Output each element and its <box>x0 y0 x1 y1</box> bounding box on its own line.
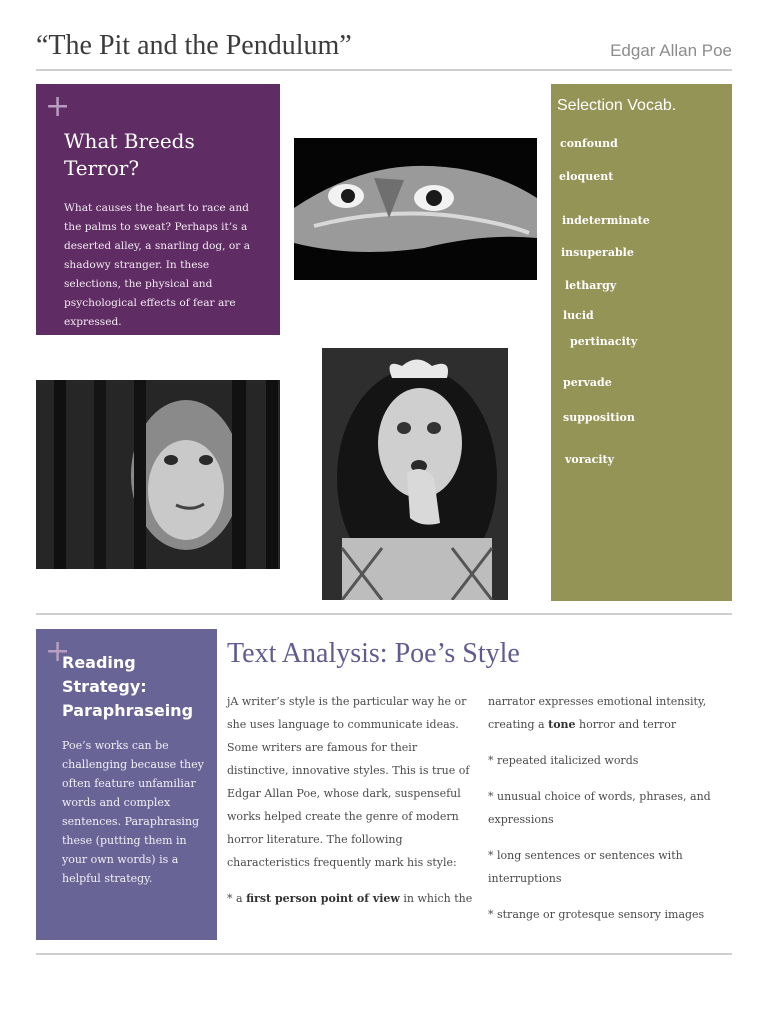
vocab-word: pervade <box>563 376 612 389</box>
plus-icon: + <box>45 634 71 669</box>
analysis-column-right <box>488 690 738 939</box>
vocab-word: supposition <box>563 411 635 424</box>
vocab-word: lethargy <box>565 279 617 292</box>
page-title: “The Pit and the Pendulum” <box>36 30 352 61</box>
section-divider <box>36 613 732 615</box>
strategy-body-text: Poe’s works can be challenging because they often feature unfamiliar words and complex sentences. Paraphrasing these (putting them in your own words) is a helpful strategy. <box>62 739 204 885</box>
bullet-first-person-cont: narrator expresses emotional intensity, creating a tone horror and terror <box>488 695 707 731</box>
frightened-girl-photo <box>322 348 508 600</box>
bullet-word-choice: * unusual choice of words, phrases, and expressions <box>488 790 711 826</box>
reading-strategy-box <box>36 629 217 940</box>
bullet-italicized: * repeated italicized words <box>488 754 639 767</box>
strategy-heading: Reading Strategy: Paraphraseing <box>62 653 194 720</box>
plus-icon: + <box>45 89 71 124</box>
terror-intro-box <box>36 84 280 335</box>
vocab-word: insuperable <box>561 246 634 259</box>
vocab-word: confound <box>560 137 618 150</box>
staring-eyes-photo <box>294 138 537 280</box>
bullet-sensory-images: * strange or grotesque sensory images <box>488 908 705 921</box>
vocab-heading: Selection Vocab. <box>557 97 677 114</box>
terror-heading: What Breeds Terror? <box>64 129 195 180</box>
analysis-intro: jA writer’s style is the particular way he or she uses language to communicate ideas. Some writers are famous for their distinctive, innovative styles. This is true of Edgar Allan Poe, whose dark, suspenseful works helped create the genre of modern horror literature. The following characteristics frequently mark his style: <box>227 695 470 869</box>
vocab-word: voracity <box>565 453 615 466</box>
vocab-word: eloquent <box>559 170 614 183</box>
bullet-first-person: * a first person point of view in which the <box>227 892 473 905</box>
header-divider <box>36 69 732 71</box>
vocab-word: lucid <box>563 309 594 322</box>
terror-body-text: What causes the heart to race and the palms to sweat? Perhaps it’s a deserted alley, a snarling dog, or a shadowy stranger. In these selections, the physical and psychological effects of fear are expressed. <box>64 202 251 328</box>
vocab-word: pertinacity <box>570 335 638 348</box>
footer-divider <box>36 953 732 955</box>
vocab-word: indeterminate <box>562 214 650 227</box>
bold-term: tone <box>548 718 576 731</box>
bold-term: first person point of view <box>246 892 400 905</box>
selection-vocab-box <box>551 84 732 601</box>
bullet-long-sentences: * long sentences or sentences with interruptions <box>488 849 683 885</box>
analysis-column-left <box>227 690 477 923</box>
woman-behind-bars-photo <box>36 380 280 569</box>
author-name: Edgar Allan Poe <box>610 41 732 60</box>
analysis-title: Text Analysis: Poe’s Style <box>227 638 520 669</box>
